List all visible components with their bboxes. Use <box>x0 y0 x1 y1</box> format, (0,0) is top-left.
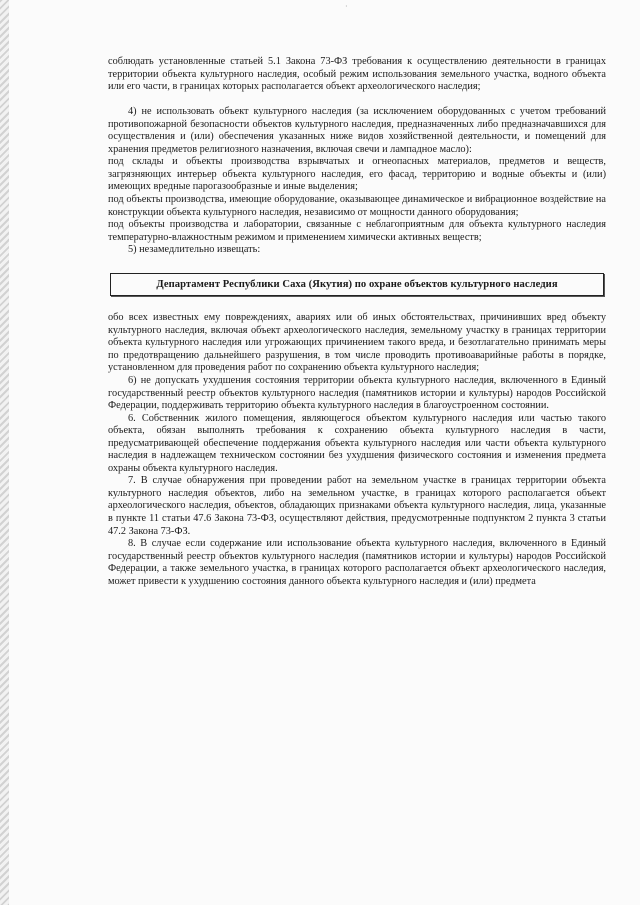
scan-left-edge <box>0 0 9 905</box>
paragraph-p-4b: под объекты производства, имеющие оборудование, оказывающее динамическое и вибрационное воздействие на конструкции объекта культурного наследия, независимо от мощности данного оборудования; <box>108 193 606 218</box>
paragraph-p-6: 6) не допускать ухудшения состояния территории объекта культурного наследия, включенного в Единый государственный реестр объектов культурного наследия (памятников истории и культуры) народов Российской Федерации, поддерживать территорию объекта культурного наследия в благоустроенном состоянии. <box>108 374 606 412</box>
blank-line <box>108 94 606 107</box>
paragraph-p-4c: под объекты производства и лаборатории, связанные с неблагоприятным для объекта культурного наследия температурно-влажностным режимом и применением химически активных веществ; <box>108 219 606 243</box>
top-paragraphs <box>108 56 606 257</box>
paragraph-p-intro: соблюдать установленные статьей 5.1 Закона 73-ФЗ требования к осуществлению деятельности в границах территории объекта культурного наследия, особый режим использования земельного участка, водного объекта или его части, в границах которых располагается объект археологического наследия; <box>108 56 606 93</box>
document-page <box>108 56 606 588</box>
paragraph-p-8: 8. В случае если содержание или использование объекта культурного наследия, включенного в Единый государственный реестр объектов культурного наследия (памятников истории и культуры) народов Российской Федерации, а также земельного участка, в границах которого располагается объект археологического наследия, может привести к ухудшению состояния данного объекта культурного наследия и (или) предмета <box>108 538 606 587</box>
paragraph-p-7: 7. В случае обнаружения при проведении работ на земельном участке в границах территории объекта культурного наследия объектов, либо на земельном участке, в границах которого располагается объект археологического наследия, объектов, обладающих признаками объекта культурного наследия, лица, указанные в пункте 11 статьи 47.6 Закона 73-ФЗ, осуществляют действия, предусмотренные подпунктом 2 пункта 3 статьи 47.2 Закона 73-ФЗ. <box>108 475 606 537</box>
paragraph-p-5: 5) незамедлительно извещать: <box>128 244 261 256</box>
paragraph-p-6-1: 6. Собственник жилого помещения, являющегося объектом культурного наследия или частью такого объекта, обязан выполнять требования к сохранению объекта культурного наследия в части, предусматривающей обеспечение поддержания объекта культурного наследия или части объекта культурного наследия в надлежащем техническом состоянии без ухудшения физического состояния и изменения предмета охраны объекта культурного наследия. <box>108 412 606 474</box>
bottom-paragraphs <box>108 312 606 588</box>
paragraph-p-5a: обо всех известных ему повреждениях, авариях или об иных обстоятельствах, причинивших вред объекту культурного наследия, включая объект археологического наследия, земельному участку в границах территории объекта культурного наследия или угрожающих причинением такого вреда, и безотлагательно принимать меры по предотвращению дальнейшего разрушения, в том числе проводить противоаварийные работы в порядке, установленном для проведения работ по сохранению объекта культурного наследия; <box>108 312 606 374</box>
page-mark: · <box>345 2 348 11</box>
paragraph-p-4: 4) не использовать объект культурного наследия (за исключением оборудованных с учетом требований противопожарной безопасности объектов культурного наследия, предназначенных либо предназначавшихся для осуществления и (или) обеспечения указанных ниже видов хозяйственной деятельности, и помещений для хранения предметов религиозного назначения, включая свечи и лампадное масло): <box>108 106 606 155</box>
department-stamp-box: Департамент Республики Саха (Якутия) по охране объектов культурного наследия <box>110 273 604 297</box>
paragraph-p-4a: под склады и объекты производства взрывчатых и огнеопасных материалов, предметов и веществ, загрязняющих интерьер объекта культурного наследия, его фасад, территорию и водные объекты и (или) имеющих вредные парогазообразные и иные выделения; <box>108 156 606 193</box>
